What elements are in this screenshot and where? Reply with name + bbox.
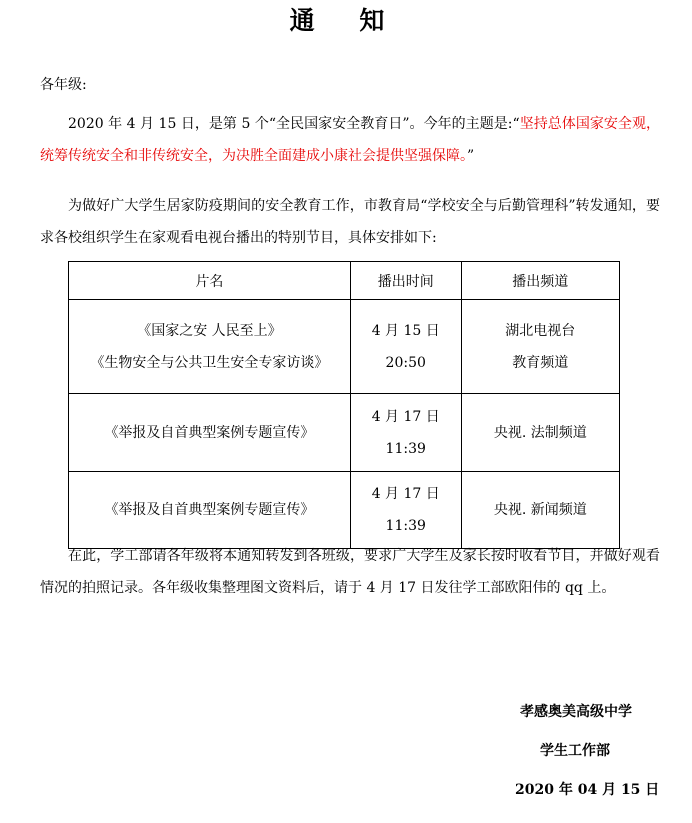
broadcast-date: 4 月 15 日	[371, 322, 440, 339]
table-row	[69, 300, 620, 394]
theme-closing-quote: ”	[467, 148, 475, 164]
signature-school: 孝感奥美高级中学	[520, 704, 632, 720]
channel-station: 湖北电视台	[505, 322, 576, 339]
program-name-cell	[69, 472, 351, 549]
greeting: 各年级:	[40, 77, 87, 93]
broadcast-clock-time: 11:39	[385, 440, 426, 457]
table-header-row	[69, 262, 620, 300]
header-broadcast-time: 播出时间	[350, 262, 461, 300]
channel-name: 央视. 新闻频道	[493, 502, 587, 518]
program-name-cell	[69, 394, 351, 472]
instruction-paragraph: 在此，学工部请各年级将本通知转发到各班级，要求广大学生及家长按时收看节目，并做好观看情况的拍照记录。各年级收集整理图文资料后，请于 4 月 17 日发往学工部欧阳伟的 qq 上。	[40, 548, 660, 596]
broadcast-date: 4 月 17 日	[371, 486, 440, 502]
program-name: 《举报及自首典型案例专题宣传》	[104, 502, 315, 518]
broadcast-date: 4 月 17 日	[371, 408, 440, 425]
program-name-cell	[69, 300, 351, 394]
theme-intro-text: 2020 年 4 月 15 日，是第 5 个“全民国家安全教育日”。今年的主题是:“	[68, 116, 520, 132]
channel-name: 央视. 法制频道	[493, 424, 587, 441]
arrangement-paragraph: 为做好广大学生居家防疫期间的安全教育工作，市教育局“学校安全与后勤管理科”转发通知，要求各校组织学生在家观看电视台播出的特别节目，具体安排如下:	[40, 198, 660, 246]
broadcast-clock-time: 11:39	[385, 518, 426, 534]
broadcast-channel-cell	[461, 300, 619, 394]
theme-paragraph	[40, 108, 660, 172]
broadcast-time-cell	[350, 472, 461, 549]
broadcast-channel-cell	[461, 472, 619, 549]
broadcast-clock-time: 20:50	[385, 354, 426, 371]
theme-highlight-text: 坚持总体国家安全观，统筹传统安全和非传统安全，为决胜全面建成小康社会提供坚强保障。	[40, 116, 660, 164]
program-name: 《生物安全与公共卫生安全专家访谈》	[90, 354, 329, 371]
broadcast-time-cell	[350, 300, 461, 394]
channel-name: 教育频道	[512, 354, 569, 371]
notice-title: 通 知	[289, 6, 403, 35]
signature-department: 学生工作部	[540, 743, 610, 759]
broadcast-time-cell	[350, 394, 461, 472]
header-broadcast-channel: 播出频道	[461, 262, 619, 300]
broadcast-channel-cell	[461, 394, 619, 472]
table-row	[69, 472, 620, 549]
program-name: 《举报及自首典型案例专题宣传》	[104, 424, 315, 441]
program-name: 《国家之安 人民至上》	[137, 322, 282, 339]
program-schedule-table	[68, 261, 620, 549]
table-row	[69, 394, 620, 472]
header-program-name: 片名	[69, 262, 351, 300]
signature-date: 2020 年 04 月 15 日	[515, 782, 660, 798]
